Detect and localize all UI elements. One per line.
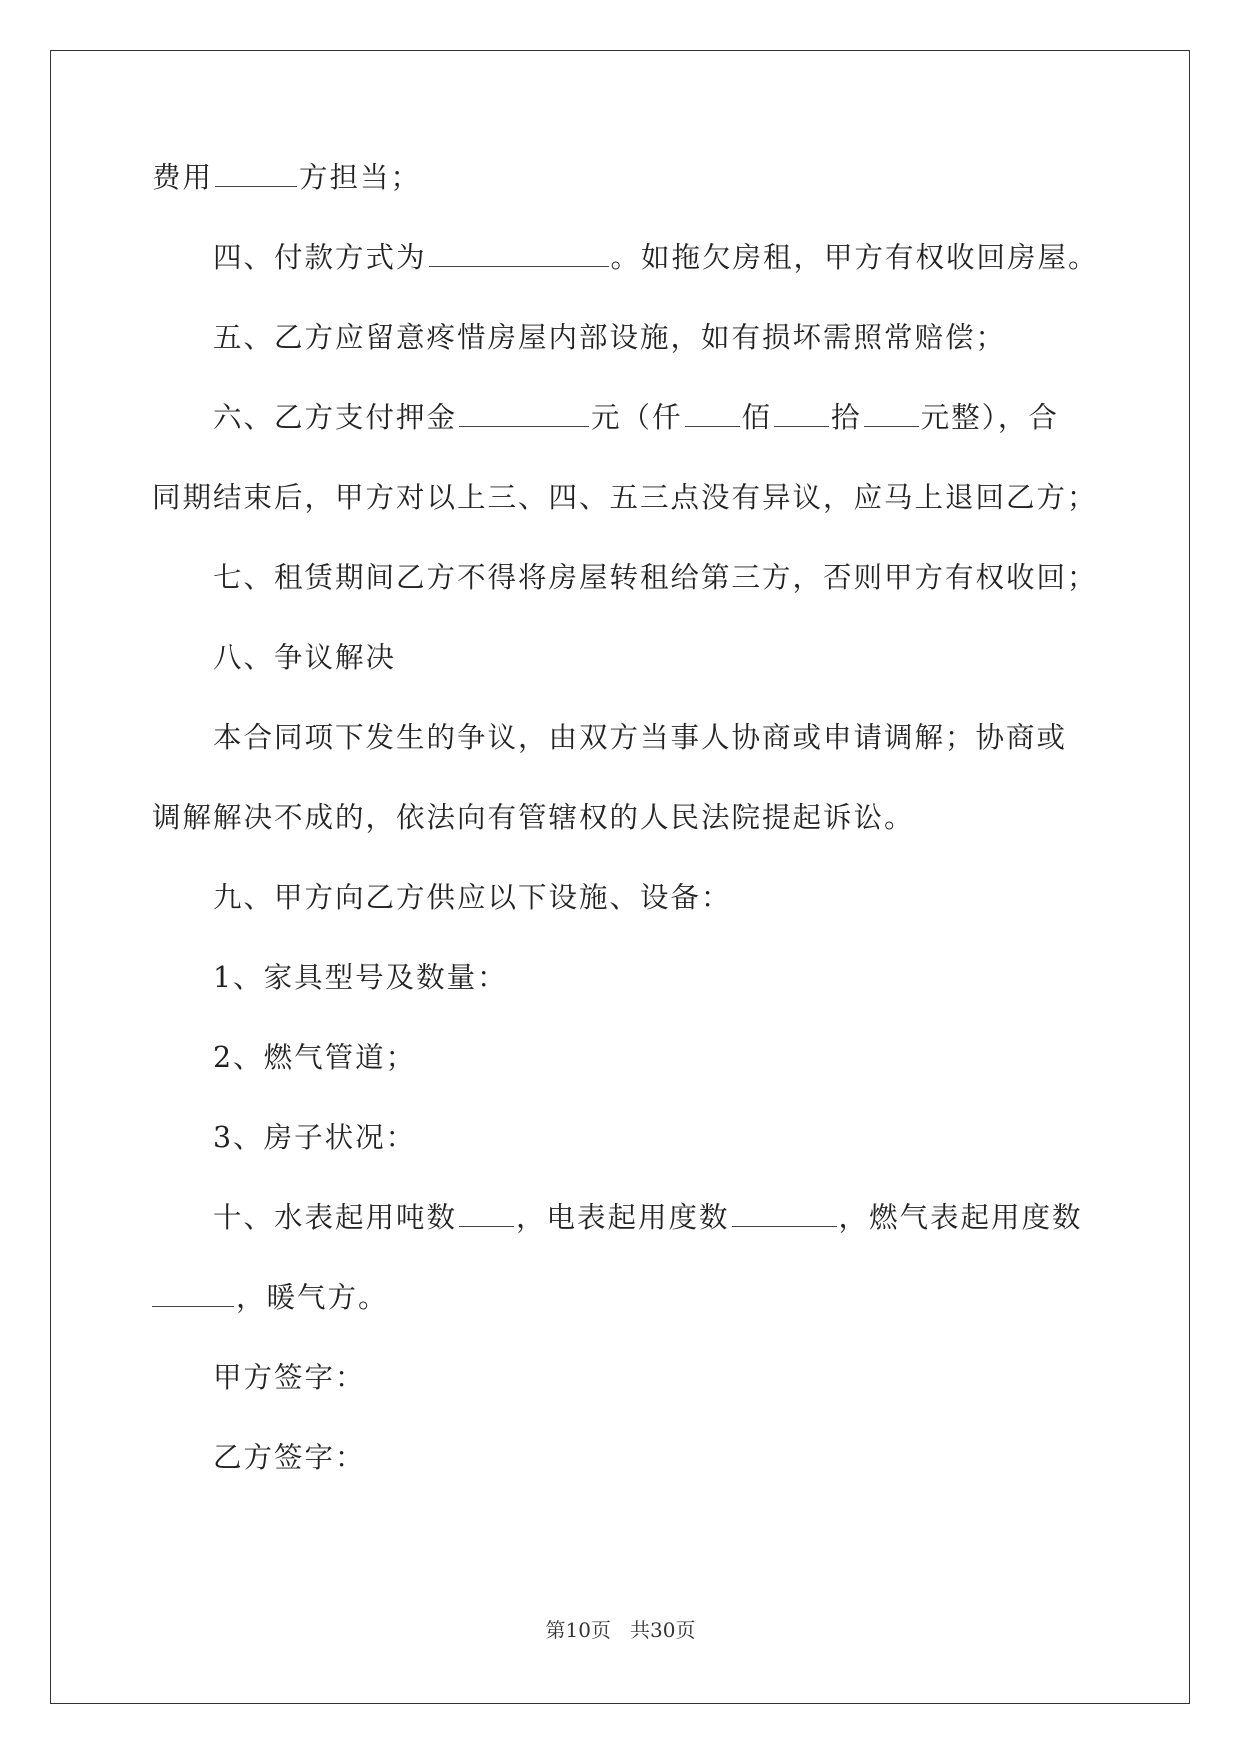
page-number: 第10页 bbox=[545, 1618, 611, 1642]
clause-five-text: 五、乙方应留意疼惜房屋内部设施，如有损坏需照常赔偿； bbox=[213, 321, 1007, 354]
house-condition-item: 3、房子状况： bbox=[213, 1121, 417, 1154]
deposit-blank[interactable] bbox=[459, 402, 589, 427]
water-meter-blank[interactable] bbox=[459, 1202, 514, 1227]
party-b-signature bbox=[213, 1438, 366, 1478]
dispute-paragraph-continued bbox=[152, 798, 915, 838]
list-item bbox=[213, 958, 508, 998]
clause-ten-continued bbox=[152, 1278, 389, 1318]
clause-five bbox=[213, 318, 1006, 358]
hundreds-blank[interactable] bbox=[774, 402, 829, 427]
gas-meter-blank[interactable] bbox=[152, 1282, 234, 1307]
party-a-signature bbox=[213, 1358, 366, 1398]
clause-nine-text: 九、甲方向乙方供应以下设施、设备： bbox=[213, 881, 732, 914]
clause-ten bbox=[213, 1198, 1083, 1238]
list-item bbox=[213, 1038, 416, 1078]
thousands-blank[interactable] bbox=[685, 402, 740, 427]
clause-six-suffix: 元整），合 bbox=[920, 401, 1059, 434]
clause-six-tens: 拾 bbox=[831, 401, 862, 434]
clause-seven-text: 七、租赁期间乙方不得将房屋转租给第三方，否则甲方有权收回； bbox=[213, 561, 1098, 594]
clause-four-prefix: 四、付款方式为 bbox=[213, 241, 427, 274]
clause-four-suffix: 。如拖欠房租，甲方有权收回房屋。 bbox=[610, 241, 1099, 274]
clause-ten-electric: ，电表起用度数 bbox=[516, 1201, 730, 1234]
clause-six-continued bbox=[152, 478, 1098, 518]
clause-eight-text: 八、争议解决 bbox=[213, 641, 397, 674]
clause-four bbox=[213, 238, 1099, 278]
clause-six-continued-text: 同期结束后，甲方对以上三、四、五三点没有异议，应马上退回乙方； bbox=[152, 481, 1098, 514]
clause-nine bbox=[213, 878, 732, 918]
text-line-fee bbox=[152, 158, 421, 198]
dispute-text-2: 调解解决不成的，依法向有管辖权的人民法院提起诉讼。 bbox=[152, 801, 915, 834]
clause-seven bbox=[213, 558, 1098, 598]
payment-method-blank[interactable] bbox=[429, 242, 609, 267]
furniture-item: 1、家具型号及数量： bbox=[213, 961, 508, 994]
clause-ten-prefix: 十、水表起用吨数 bbox=[213, 1201, 458, 1234]
dispute-paragraph bbox=[213, 718, 1067, 758]
tens-blank[interactable] bbox=[864, 402, 919, 427]
clause-six bbox=[213, 398, 1059, 438]
electric-meter-blank[interactable] bbox=[732, 1202, 837, 1227]
list-item bbox=[213, 1118, 416, 1158]
clause-six-prefix: 六、乙方支付押金 bbox=[213, 401, 458, 434]
clause-six-yuan: 元（仟 bbox=[591, 401, 683, 434]
clause-ten-heating: ，暖气方。 bbox=[236, 1281, 389, 1314]
page-total: 共30页 bbox=[630, 1618, 696, 1642]
fill-blank[interactable] bbox=[215, 162, 297, 187]
dispute-text-1: 本合同项下发生的争议，由双方当事人协商或申请调解；协商或 bbox=[213, 721, 1068, 754]
clause-six-hundreds: 佰 bbox=[741, 401, 773, 434]
party-b-signature-label: 乙方签字： bbox=[213, 1441, 366, 1474]
page-footer bbox=[0, 1616, 1241, 1644]
clause-ten-gas: ，燃气表起用度数 bbox=[838, 1201, 1083, 1234]
gas-pipe-item: 2、燃气管道； bbox=[213, 1041, 417, 1074]
text-fee-prefix: 费用 bbox=[152, 161, 214, 194]
text-fee-suffix: 方担当； bbox=[299, 161, 422, 194]
clause-eight-heading bbox=[213, 638, 396, 678]
party-a-signature-label: 甲方签字： bbox=[213, 1361, 366, 1394]
